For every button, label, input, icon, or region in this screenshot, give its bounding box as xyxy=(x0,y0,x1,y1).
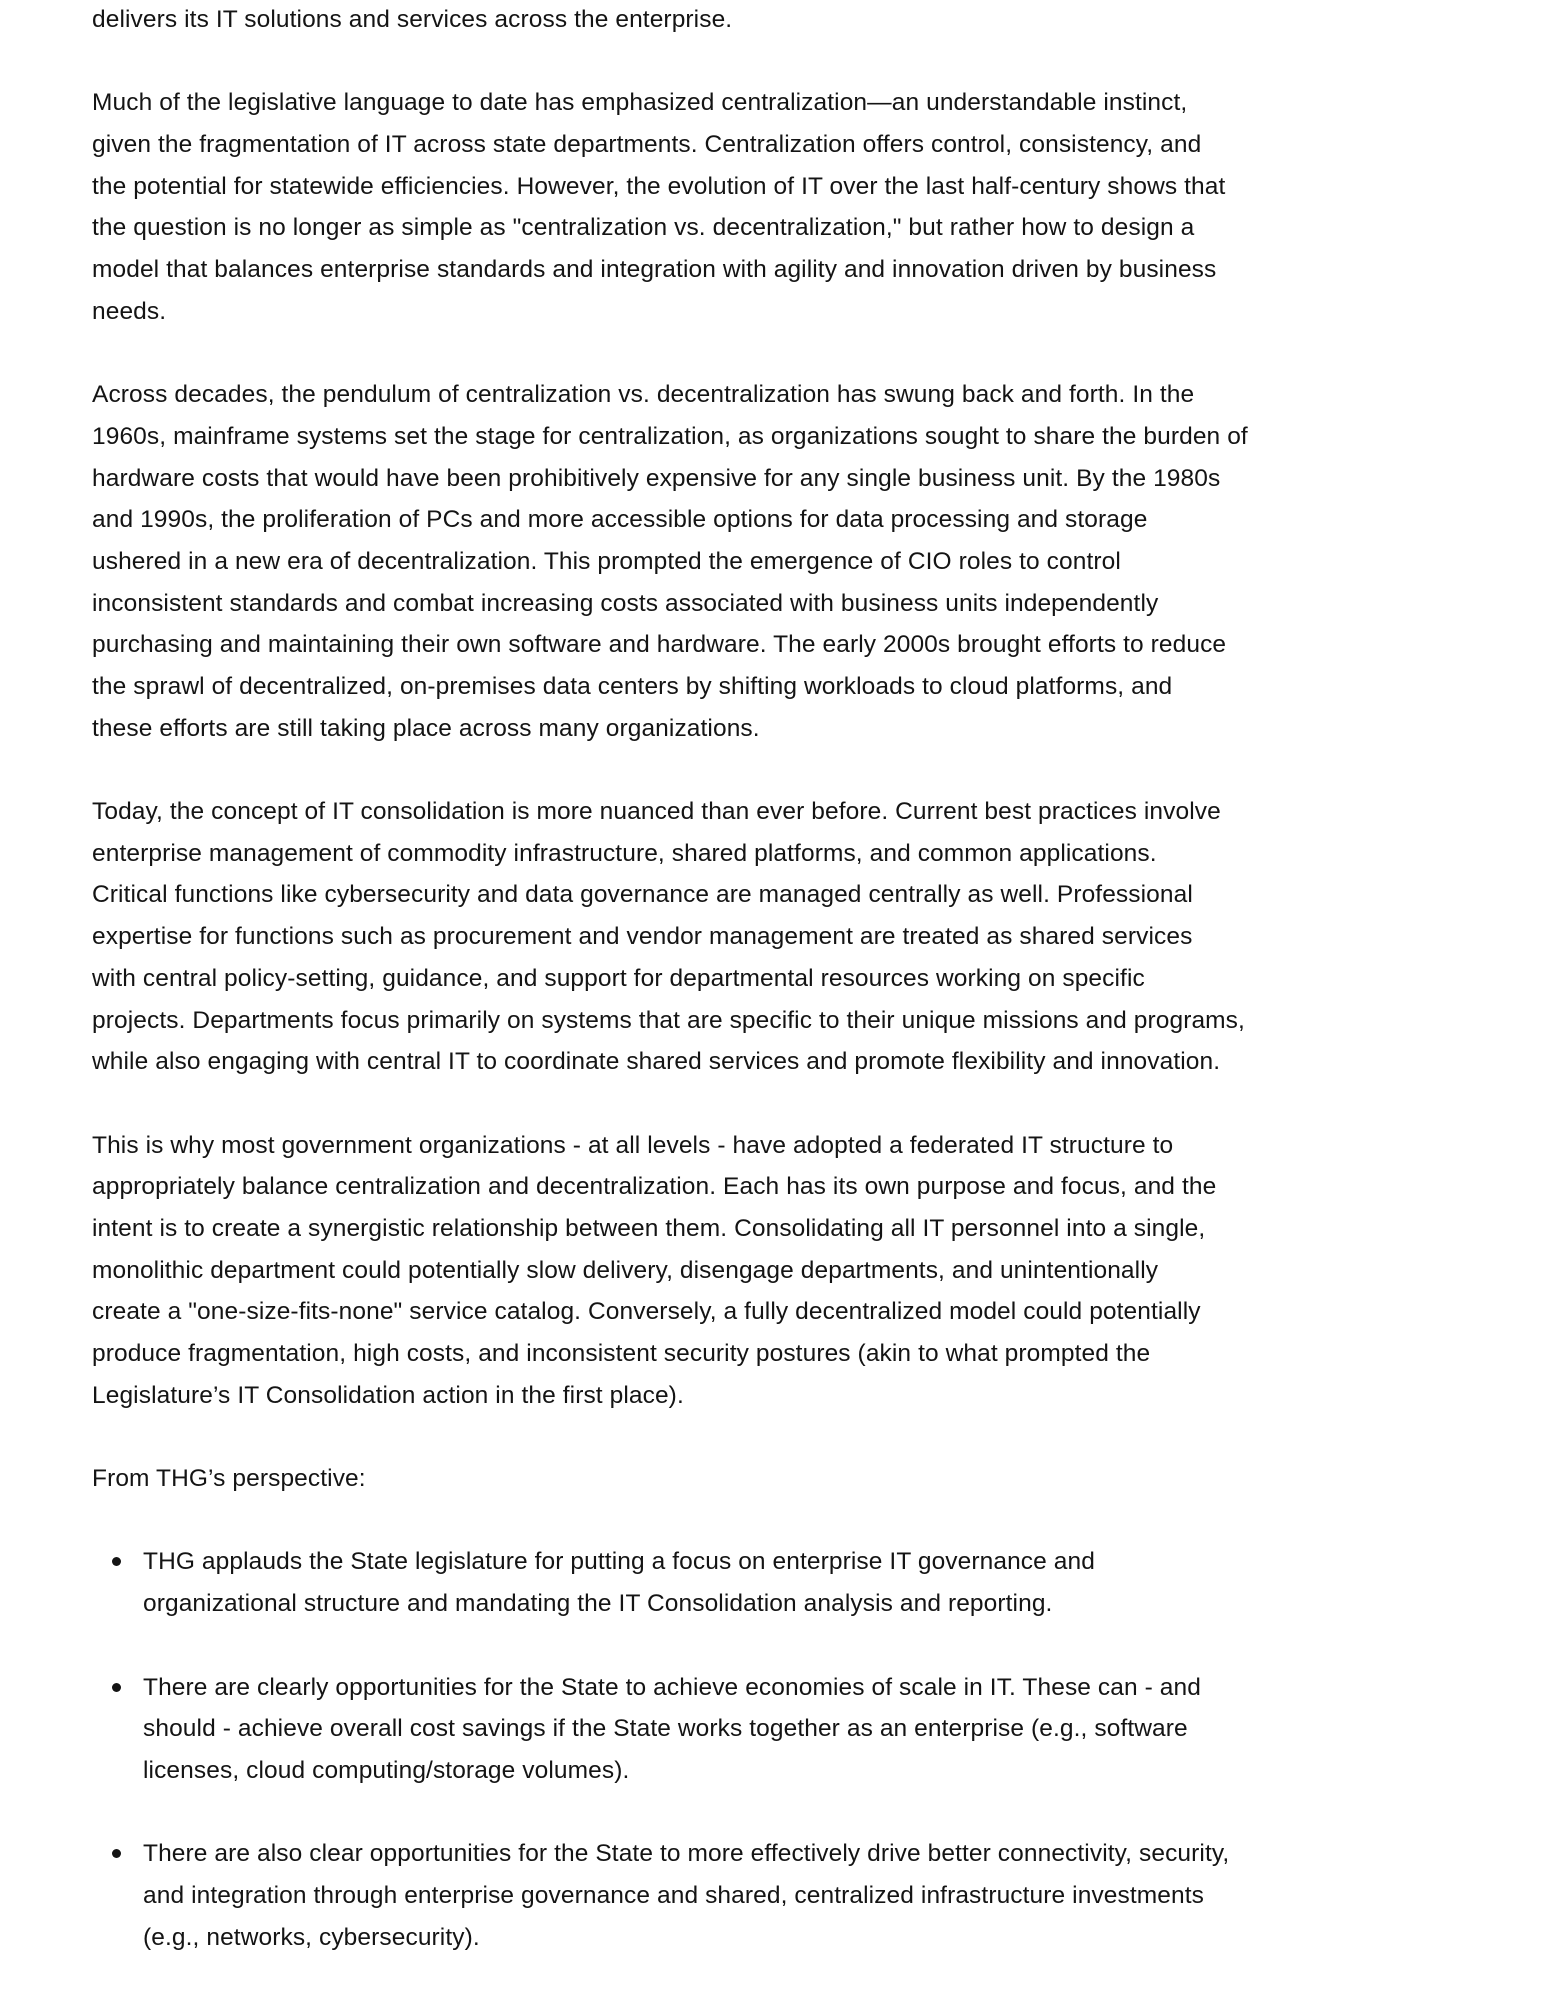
text-line: 1960s, mainframe systems set the stage for centralization, as organizations sought to share the burden of xyxy=(92,422,1248,450)
text-line: purchasing and maintaining their own software and hardware. The early 2000s brought efforts to reduce xyxy=(92,631,1227,659)
paragraph-intro-tail xyxy=(92,0,1472,41)
text-line: hardware costs that would have been prohibitively expensive for any single business unit. By the 1980s xyxy=(92,464,1221,492)
text-line: Across decades, the pendulum of centralization vs. decentralization has swung back and forth. In the xyxy=(92,381,1195,409)
text-line: enterprise management of commodity infrastructure, shared platforms, and common applications. xyxy=(92,839,1157,867)
text-line: licenses, cloud computing/storage volumes). xyxy=(143,1756,630,1784)
paragraph-history xyxy=(92,374,1472,749)
text-line: From THG’s perspective: xyxy=(92,1465,366,1493)
text-line: (e.g., networks, cybersecurity). xyxy=(143,1923,480,1951)
text-line: create a "one-size-fits-none" service catalog. Conversely, a fully decentralized model could potentially xyxy=(92,1298,1201,1326)
bullet-dot-icon xyxy=(112,1683,121,1692)
paragraph-legislative-language xyxy=(92,82,1472,332)
bullet-item xyxy=(92,1833,1472,1958)
text-line: Today, the concept of IT consolidation is more nuanced than ever before. Current best practices involve xyxy=(92,798,1221,826)
text-line: the question is no longer as simple as "centralization vs. decentralization," but rather how to design a xyxy=(92,214,1195,242)
paragraph-perspective-heading xyxy=(92,1458,1472,1500)
text-line: given the fragmentation of IT across state departments. Centralization offers control, consistency, and xyxy=(92,131,1202,159)
text-line: these efforts are still taking place across many organizations. xyxy=(92,714,760,742)
perspective-bullet-list xyxy=(92,1541,1472,1958)
text-line: delivers its IT solutions and services across the enterprise. xyxy=(92,6,733,33)
paragraph-today xyxy=(92,791,1472,1083)
text-line: should - achieve overall cost savings if the State works together as an enterprise (e.g., software xyxy=(143,1715,1188,1743)
text-line: the potential for statewide efficiencies. However, the evolution of IT over the last half-century shows that xyxy=(92,172,1226,200)
bullet-dot-icon xyxy=(112,1557,121,1566)
text-line: THG applauds the State legislature for putting a focus on enterprise IT governance and xyxy=(143,1548,1095,1576)
text-line: There are also clear opportunities for the State to more effectively drive better connectivity, security, xyxy=(143,1840,1230,1868)
bullet-item xyxy=(92,1667,1472,1792)
paragraph-federated xyxy=(92,1125,1472,1417)
text-line: intent is to create a synergistic relationship between them. Consolidating all IT personnel into a single, xyxy=(92,1214,1206,1242)
text-line: There are clearly opportunities for the State to achieve economies of scale in IT. These can - and xyxy=(143,1673,1201,1701)
text-line: with central policy-setting, guidance, and support for departmental resources working on specific xyxy=(92,964,1145,992)
text-line: Critical functions like cybersecurity and data governance are managed centrally as well. Professional xyxy=(92,881,1193,909)
document-page xyxy=(92,0,1472,2000)
text-line: Much of the legislative language to date has emphasized centralization—an understandable instinct, xyxy=(92,89,1188,117)
text-line: ushered in a new era of decentralization. This prompted the emergence of CIO roles to control xyxy=(92,547,1121,575)
text-line: Legislature’s IT Consolidation action in the first place). xyxy=(92,1381,684,1409)
text-line: monolithic department could potentially slow delivery, disengage departments, and unintentionally xyxy=(92,1256,1159,1284)
text-line: the sprawl of decentralized, on-premises data centers by shifting workloads to cloud platforms, and xyxy=(92,673,1173,700)
text-line: and 1990s, the proliferation of PCs and more accessible options for data processing and storage xyxy=(92,506,1148,534)
text-line: needs. xyxy=(92,297,167,325)
text-line: appropriately balance centralization and decentralization. Each has its own purpose and focus, and the xyxy=(92,1173,1217,1201)
text-line: expertise for functions such as procurement and vendor management are treated as shared services xyxy=(92,923,1193,951)
text-line: produce fragmentation, high costs, and inconsistent security postures (akin to what prompted the xyxy=(92,1340,1151,1367)
bullet-dot-icon xyxy=(112,1849,121,1858)
text-line: and integration through enterprise governance and shared, centralized infrastructure investments xyxy=(143,1881,1204,1909)
text-line: inconsistent standards and combat increasing costs associated with business units independently xyxy=(92,589,1159,617)
text-line: while also engaging with central IT to coordinate shared services and promote flexibility and innovation. xyxy=(92,1048,1221,1076)
bullet-item xyxy=(92,1541,1472,1624)
text-line: This is why most government organizations - at all levels - have adopted a federated IT structure to xyxy=(92,1131,1174,1159)
text-line: projects. Departments focus primarily on systems that are specific to their unique missions and programs, xyxy=(92,1006,1245,1034)
text-line: model that balances enterprise standards and integration with agility and innovation driven by business xyxy=(92,256,1217,284)
text-line: organizational structure and mandating the IT Consolidation analysis and reporting. xyxy=(143,1590,1053,1618)
